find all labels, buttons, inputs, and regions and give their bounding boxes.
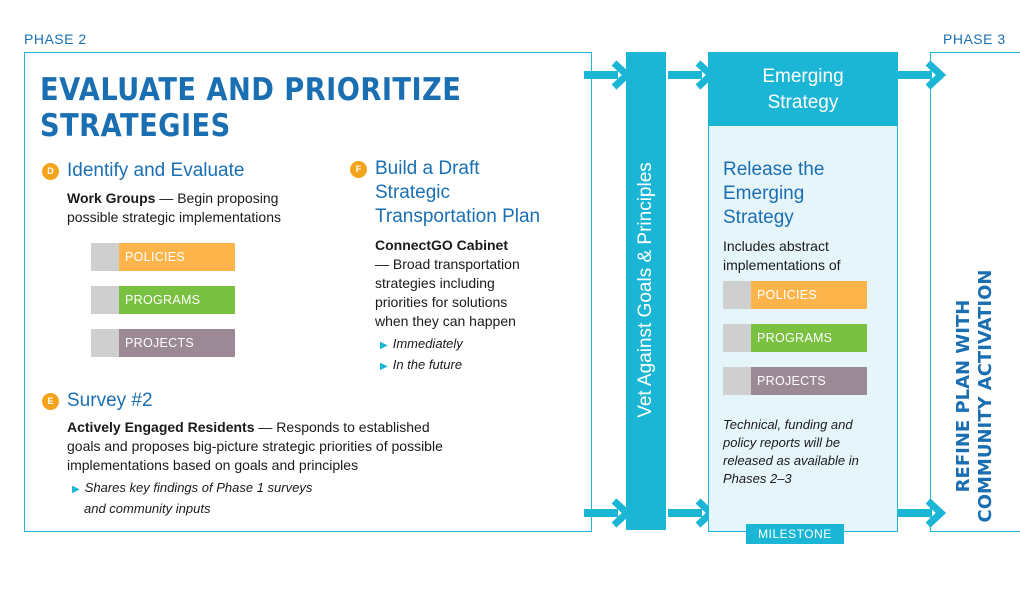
tag-programs [91, 286, 235, 314]
bullet-arrow-icon: ▶ [72, 484, 80, 495]
refine-line-1: REFINE PLAN WITH [953, 299, 974, 493]
section-e-bullet [72, 478, 312, 518]
emerging-header-line-1: Emerging [762, 66, 844, 87]
emerging-tag-policies-label: POLICIES [751, 281, 867, 309]
refine-line-2: COMMUNITY ACTIVATION [975, 269, 996, 523]
release-note-line-4: Phases 2–3 [723, 471, 792, 486]
tag-swatch [91, 286, 119, 314]
tag-swatch [723, 324, 751, 352]
bullet-in-the-future [380, 355, 463, 376]
badge-f: F [350, 161, 367, 178]
section-f-title-line-3: Transportation Plan [375, 206, 541, 227]
section-d-bold: Work Groups [67, 190, 156, 206]
badge-e: E [42, 393, 59, 410]
release-title-line-1: Release the [723, 159, 825, 180]
release-title [723, 158, 824, 230]
section-f-bullets [380, 334, 463, 376]
tag-policies-label: POLICIES [119, 243, 235, 271]
tag-swatch [91, 243, 119, 271]
tag-swatch [91, 329, 119, 357]
release-title-line-2: Emerging [723, 183, 805, 204]
emerging-strategy-header-text [708, 64, 898, 116]
emerging-tag-projects-label: PROJECTS [751, 367, 867, 395]
bullet-immediately [380, 334, 463, 355]
section-f-line-4: when they can happen [375, 313, 516, 329]
release-desc-line-1: Includes abstract [723, 238, 829, 254]
main-title [40, 72, 461, 144]
tag-projects [91, 329, 235, 357]
badge-d: D [42, 163, 59, 180]
emerging-tag-policies [723, 281, 867, 309]
tag-swatch [723, 281, 751, 309]
tag-swatch [723, 367, 751, 395]
bullet-arrow-icon: ▶ [380, 340, 388, 351]
phase-3-label: PHASE 3 [943, 31, 1006, 47]
section-d-title: Identify and Evaluate [67, 160, 245, 181]
section-f-line-1: — Broad transportation [375, 256, 520, 272]
section-f-line-3: priorities for solutions [375, 294, 508, 310]
section-f-title-line-1: Build a Draft [375, 158, 480, 179]
section-e-text: — Responds to established [254, 419, 430, 435]
section-e-description [67, 418, 443, 475]
tag-programs-label: PROGRAMS [119, 286, 235, 314]
section-f-description [375, 236, 520, 331]
section-e-line-1: goals and proposes big-picture strategic priorities of possible [67, 438, 443, 454]
section-e-bold: Actively Engaged Residents [67, 419, 255, 435]
section-f-bold: ConnectGO Cabinet [375, 237, 509, 253]
release-note [723, 416, 859, 488]
section-f-line-2: strategies including [375, 275, 495, 291]
section-e-line-2: implementations based on goals and principles [67, 457, 359, 473]
release-note-line-2: policy reports will be [723, 435, 841, 450]
tag-projects-label: PROJECTS [119, 329, 235, 357]
tag-policies [91, 243, 235, 271]
milestone-badge: MILESTONE [746, 524, 844, 544]
release-title-line-3: Strategy [723, 207, 794, 228]
main-title-line-1: EVALUATE AND PRIORITIZE [40, 72, 462, 108]
section-d-text-line-2: possible strategic implementations [67, 209, 281, 225]
release-description [723, 237, 841, 275]
bullet-text: In the future [392, 357, 463, 372]
section-f-title [375, 157, 540, 229]
section-d-description [67, 189, 281, 227]
section-e-title: Survey #2 [67, 390, 153, 411]
emerging-header-line-2: Strategy [767, 92, 839, 113]
release-desc-line-2: implementations of [723, 257, 841, 273]
section-e-bullet-line-2: and community inputs [84, 501, 211, 516]
emerging-tag-programs-label: PROGRAMS [751, 324, 867, 352]
emerging-tag-projects [723, 367, 867, 395]
emerging-tag-programs [723, 324, 867, 352]
phase-2-label: PHASE 2 [24, 31, 87, 47]
section-e-bullet-line-1: Shares key findings of Phase 1 surveys [84, 480, 313, 495]
release-note-line-1: Technical, funding and [723, 417, 853, 432]
main-title-line-2: STRATEGIES [40, 108, 231, 144]
section-f-title-line-2: Strategic [375, 182, 450, 203]
vet-label: Vet Against Goals & Principles [635, 162, 656, 418]
section-d-text: — Begin proposing [155, 190, 279, 206]
bullet-text: Immediately [392, 336, 463, 351]
refine-plan-label [953, 246, 997, 546]
release-note-line-3: released as available in [723, 453, 859, 468]
bullet-arrow-icon: ▶ [380, 361, 388, 372]
